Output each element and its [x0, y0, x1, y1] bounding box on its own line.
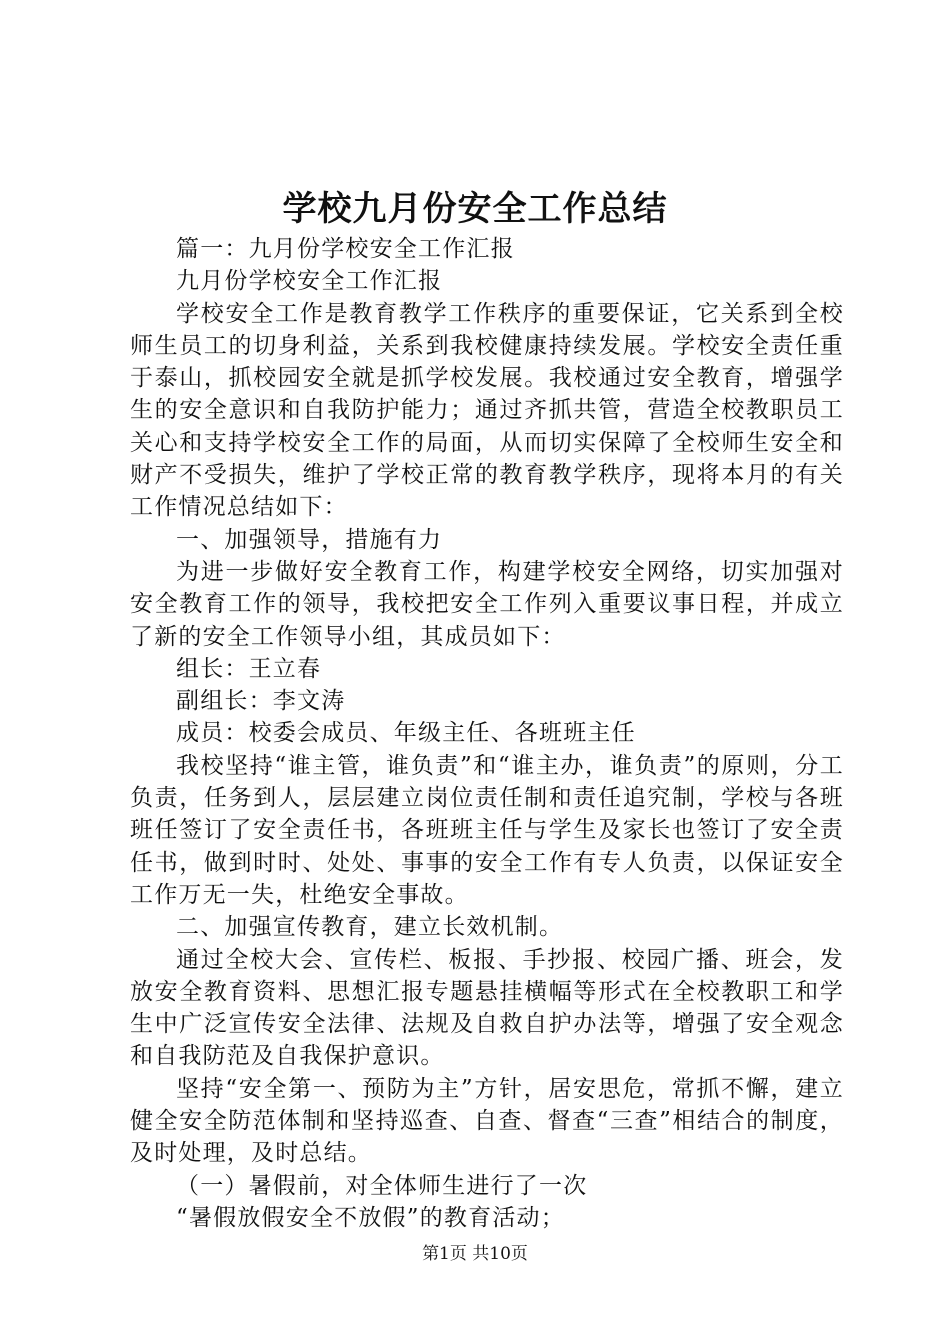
document-title: 学校九月份安全工作总结 — [282, 189, 668, 229]
paragraph: 学校安全工作是教育教学工作秩序的重要保证，它关系到全校师生员工的切身利益，关系到我校健康持续发展。学校安全责任重于泰山，抓校园安全就是抓学校发展。我校通过安全教育，增强学生的安全意识和自我防护能力；通过齐抓共管，营造全校教职员工关心和支持学校安全工作的局面，从而切实保障了全校师生安全和财产不受损失，维护了学校正常的教育教学秩序，现将本月的有关工作情况总结如下： — [130, 300, 844, 521]
paragraph: 成员：校委会成员、年级主任、各班班主任 — [176, 720, 636, 747]
document-body — [130, 233, 844, 1234]
paragraph: “暑假放假安全不放假”的教育活动； — [176, 1204, 565, 1231]
page-number-footer: 第1页 共10页 — [422, 1244, 528, 1264]
paragraph: 组长：王立春 — [176, 655, 322, 682]
paragraph: 通过全校大会、宣传栏、板报、手抄报、校园广播、班会，发放安全教育资料、思想汇报专题悬挂横幅等形式在全校教职工和学生中广泛宣传安全法律、法规及自救自护办法等，增强了安全观念和自我防范及自我保护意识。 — [130, 946, 844, 1070]
paragraph: 九月份学校安全工作汇报 — [176, 268, 443, 295]
paragraph: 副组长：李文涛 — [176, 688, 346, 715]
section-heading: 二、加强宣传教育，建立长效机制。 — [176, 914, 564, 941]
paragraph: 篇一：九月份学校安全工作汇报 — [176, 236, 515, 262]
paragraph: 坚持“安全第一、预防为主”方针，居安思危，常抓不懈，建立健全安全防范体制和坚持巡查、自查、督查“三查”相结合的制度，及时处理，及时总结。 — [130, 1075, 844, 1167]
paragraph: 为进一步做好安全教育工作，构建学校安全网络，切实加强对安全教育工作的领导，我校把安全工作列入重要议事日程，并成立了新的安全工作领导小组，其成员如下： — [130, 558, 844, 650]
paragraph: 我校坚持“谁主管，谁负责”和“谁主办，谁负责”的原则，分工负责，任务到人，层层建立岗位责任制和责任追究制，学校与各班班任签订了安全责任书，各班班主任与学生及家长也签订了安全责任书，做到时时、处处、事事的安全工作有专人负责，以保证安全工作万无一失，杜绝安全事故。 — [130, 752, 844, 908]
section-heading: 一、加强领导，措施有力 — [176, 526, 443, 553]
paragraph: （一）暑假前，对全体师生进行了一次 — [176, 1172, 588, 1199]
